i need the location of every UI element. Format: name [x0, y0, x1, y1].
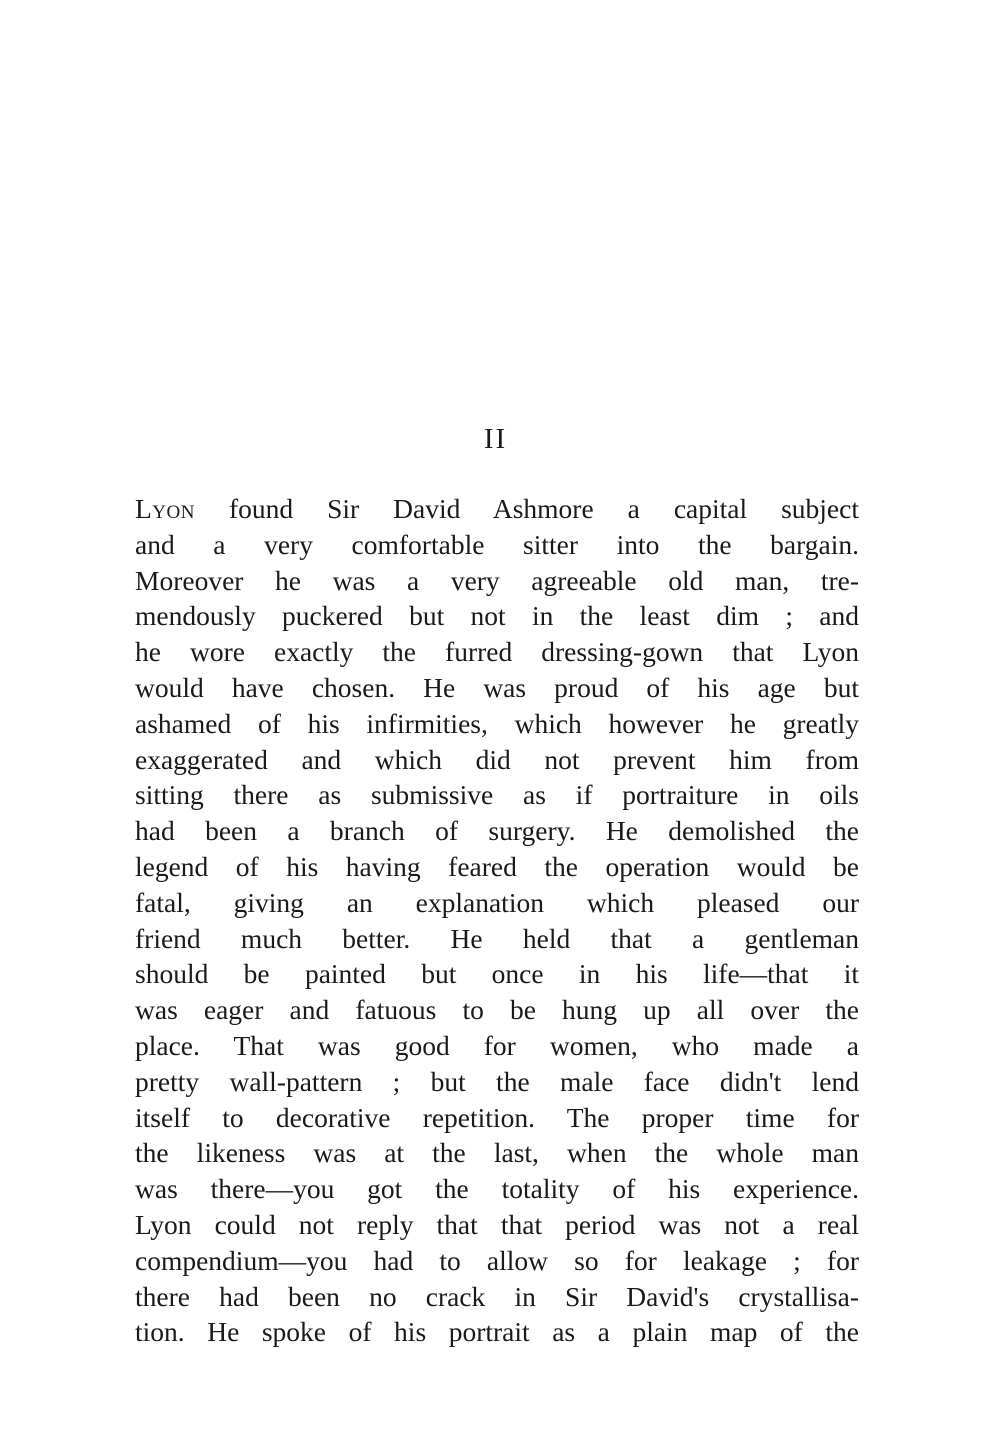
text-line: the likeness was at the last, when the whole man	[135, 1137, 859, 1169]
text-line: itself to decorative repetition. The proper time for	[135, 1101, 859, 1133]
text-line: legend of his having feared the operation would be	[135, 850, 859, 882]
text-line: Lyon could not reply that that period was not a real	[135, 1208, 859, 1240]
text-line: and a very comfortable sitter into the bargain.	[135, 528, 859, 560]
text-line: ashamed of his infirmities, which however he greatly	[135, 707, 859, 739]
text-line: there had been no crack in Sir David's crystallisa-	[135, 1280, 859, 1312]
text-line: mendously puckered but not in the least dim ; and	[135, 600, 859, 632]
text-line: fatal, giving an explanation which pleased our	[135, 886, 859, 918]
text-line: compendium—you had to allow so for leakage ; for	[135, 1244, 859, 1276]
text-line: had been a branch of surgery. He demolished the	[135, 815, 859, 847]
text-line: should be painted but once in his life—that it	[135, 958, 859, 990]
text-line: pretty wall-pattern ; but the male face didn't lend	[135, 1065, 859, 1097]
text-line: place. That was good for women, who made a	[135, 1029, 859, 1061]
text-line-content: found Sir David Ashmore a capital subject	[194, 493, 859, 524]
text-line	[135, 491, 859, 527]
text-line: Moreover he was a very agreeable old man, tre-	[135, 564, 859, 596]
body-text	[135, 491, 859, 1350]
lead-word: Lyon	[135, 493, 195, 524]
text-line: exaggerated and which did not prevent him from	[135, 743, 859, 775]
text-line: sitting there as submissive as if portraiture in oils	[135, 779, 859, 811]
chapter-numeral: II	[483, 423, 508, 455]
text-line: tion. He spoke of his portrait as a plain map of the	[135, 1316, 859, 1348]
text-line: friend much better. He held that a gentleman	[135, 922, 859, 954]
text-line: would have chosen. He was proud of his age but	[135, 671, 859, 703]
text-line: was there—you got the totality of his experience.	[135, 1173, 859, 1205]
text-line: he wore exactly the furred dressing-gown that Lyon	[135, 636, 859, 668]
text-line: was eager and fatuous to be hung up all over the	[135, 994, 859, 1026]
